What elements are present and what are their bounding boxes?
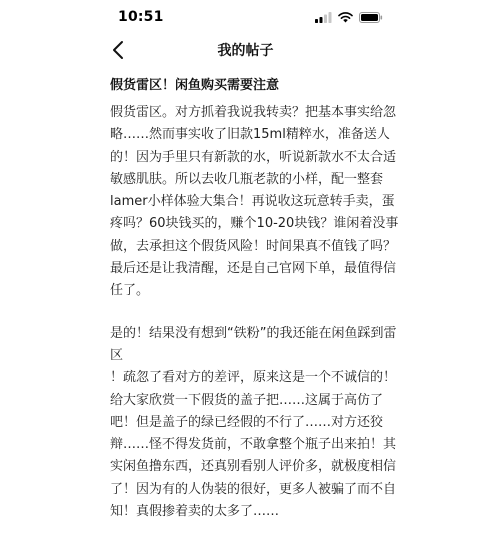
post-line: 了！因为有的人伪装的很好，更多人被骗了而不自 bbox=[110, 481, 397, 497]
post-line: 最后还是让我清醒，还是自己官网下单，最值得信 bbox=[110, 261, 397, 277]
post-line: 任了。 bbox=[110, 283, 150, 299]
post-paragraph bbox=[110, 102, 399, 303]
status-icons bbox=[315, 12, 383, 23]
post-line: 做，去承担这个假货风险！时间果真不值钱了吗？ bbox=[110, 238, 397, 254]
status-bar bbox=[88, 0, 403, 34]
post-line: 吧！但是盖子的绿已经假的不行了……对方还狡 bbox=[110, 414, 384, 430]
post-line: 给大家欣赏一下假货的盖子把……这属于高仿了 bbox=[110, 392, 384, 408]
post-line: ！疏忽了看对方的差评，原来这是一个不诚信的！ bbox=[110, 370, 397, 386]
wifi-icon bbox=[338, 12, 353, 23]
post-line: 辩……怪不得发货前，不敢拿整个瓶子出来拍！其 bbox=[110, 437, 397, 453]
post-line: 略……然而事实收了旧款15ml精粹水，准备送人 bbox=[110, 127, 390, 143]
post-line: 实闲鱼撸东西，还真别看别人评价多，就极度相信 bbox=[110, 459, 397, 475]
post-line: lamer小样体验大集合！再说收这玩意转手卖，蛋 bbox=[110, 194, 395, 210]
post-line: 区 bbox=[110, 347, 124, 363]
post-paragraph bbox=[110, 323, 395, 524]
post-line: 假货雷区。对方抓着我说我转卖？把基本事实给忽 bbox=[110, 105, 397, 120]
post-line: 敏感肌肤。所以去收几瓶老款的小样，配一整套 bbox=[110, 171, 384, 187]
nav-bar bbox=[88, 36, 403, 64]
page-title: 我的帖子 bbox=[217, 43, 274, 59]
battery-icon bbox=[359, 12, 383, 23]
post-body bbox=[110, 102, 399, 523]
status-time: 10:51 bbox=[118, 9, 164, 25]
post-line: 知！真假掺着卖的太多了…… bbox=[110, 504, 280, 520]
post-line: 疼吗？60块钱买的，赚个10-20块钱？谁闲着没事 bbox=[110, 216, 399, 232]
phone-screen bbox=[88, 0, 403, 533]
post-title: 假货雷区！闲鱼购买需要注意 bbox=[110, 78, 280, 93]
post-line: 是的！结果没有想到“铁粉”的我还能在闲鱼踩到雷 bbox=[110, 325, 397, 341]
signal-icon bbox=[315, 12, 332, 23]
post-line: 的！因为手里只有新款的水，听说新款水不太合适 bbox=[110, 149, 397, 165]
